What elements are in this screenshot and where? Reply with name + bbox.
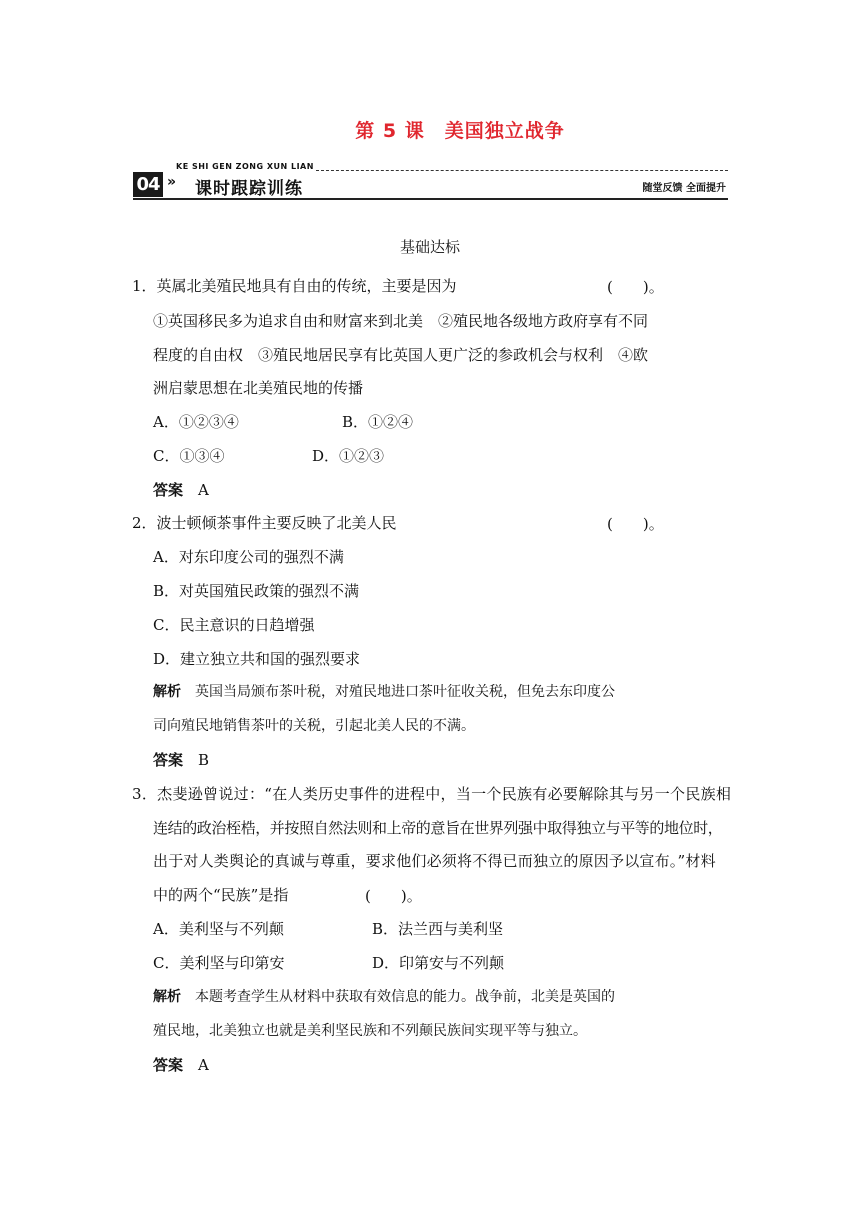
q1-option-a: A．①②③④	[153, 413, 239, 431]
q2-stem: 2．波士顿倾茶事件主要反映了北美人民	[132, 514, 397, 532]
q2-option-b: B．对英国殖民政策的强烈不满	[153, 582, 360, 600]
q3-answer	[153, 1055, 209, 1075]
banner-label: 课时跟踪训练	[195, 179, 303, 199]
q1-paren: ( )。	[607, 278, 664, 296]
q3-analysis-line-1	[153, 987, 615, 1007]
q2-analysis-label: 解析	[153, 684, 181, 700]
q3-answer-label: 答案	[153, 1056, 184, 1074]
q3-analysis-text-1: 本题考查学生从材料中获取有效信息的能力。战争前，北美是英国的	[195, 989, 615, 1005]
q3-line-2: 连结的政治桎梏，并按照自然法则和上帝的意旨在世界列强中取得独立与平等的地位时，	[153, 819, 723, 837]
q1-line-3: 洲启蒙思想在北美殖民地的传播	[153, 379, 364, 397]
banner-rule	[133, 198, 728, 200]
q3-line-4: 中的两个“民族”是指	[153, 886, 289, 904]
q2-answer-label: 答案	[153, 751, 184, 769]
q3-option-b: B．法兰西与美利坚	[372, 920, 504, 938]
q2-analysis-text-1: 英国当局颁布茶叶税，对殖民地进口茶叶征收关税，但免去东印度公	[195, 684, 615, 700]
q1-answer	[153, 480, 209, 500]
banner-arrows-icon: »	[167, 174, 177, 190]
q3-line-3: 出于对人类舆论的真诚与尊重，要求他们必须将不得已而独立的原因予以宣布。”材料	[153, 852, 716, 870]
section-banner	[133, 162, 728, 202]
q3-option-a: A．美利坚与不列颠	[153, 920, 284, 938]
q2-option-c: C．民主意识的日趋增强	[153, 616, 315, 634]
section-title: 基础达标	[399, 238, 460, 256]
q2-answer	[153, 750, 209, 770]
q3-line-1: 3．杰斐逊曾说过：“在人类历史事件的进程中，当一个民族有必要解除其与另一个民族相	[132, 785, 732, 803]
q2-option-d: D．建立独立共和国的强烈要求	[153, 650, 361, 668]
banner-slogan: 随堂反馈 全面提升	[642, 183, 726, 194]
q1-stem: 1．英属北美殖民地具有自由的传统，主要是因为	[132, 277, 457, 295]
q3-answer-value: A	[198, 1056, 209, 1074]
q3-option-d: D．印第安与不列颠	[372, 954, 505, 972]
q3-paren: ( )。	[365, 887, 422, 905]
q3-analysis-line-2: 殖民地，北美独立也就是美利坚民族和不列颠民族间实现平等与独立。	[153, 1023, 587, 1039]
q2-analysis-line-1	[153, 682, 615, 702]
q3-analysis-label: 解析	[153, 989, 181, 1005]
q1-option-c: C．①③④	[153, 447, 225, 465]
q1-answer-label: 答案	[153, 481, 184, 499]
q1-line-2: 程度的自由权 ③殖民地居民享有比英国人更广泛的参政机会与权利 ④欧	[153, 346, 649, 364]
banner-dotted-line	[316, 170, 728, 171]
q1-line-1: ①英国移民多为追求自由和财富来到北美 ②殖民地各级地方政府享有不同	[153, 312, 649, 330]
q1-option-d: D．①②③	[312, 447, 385, 465]
banner-pinyin: KE SHI GEN ZONG XUN LIAN	[176, 162, 314, 171]
q2-paren: ( )。	[607, 515, 664, 533]
q2-answer-value: B	[198, 751, 210, 769]
banner-number: 04	[133, 172, 163, 197]
q2-analysis-line-2: 司向殖民地销售茶叶的关税，引起北美人民的不满。	[153, 718, 475, 734]
q3-option-c: C．美利坚与印第安	[153, 954, 285, 972]
lesson-title: 第 5 课 美国独立战争	[355, 120, 565, 142]
q2-option-a: A．对东印度公司的强烈不满	[153, 548, 344, 566]
q1-option-b: B．①②④	[342, 413, 414, 431]
q1-answer-value: A	[198, 481, 209, 499]
